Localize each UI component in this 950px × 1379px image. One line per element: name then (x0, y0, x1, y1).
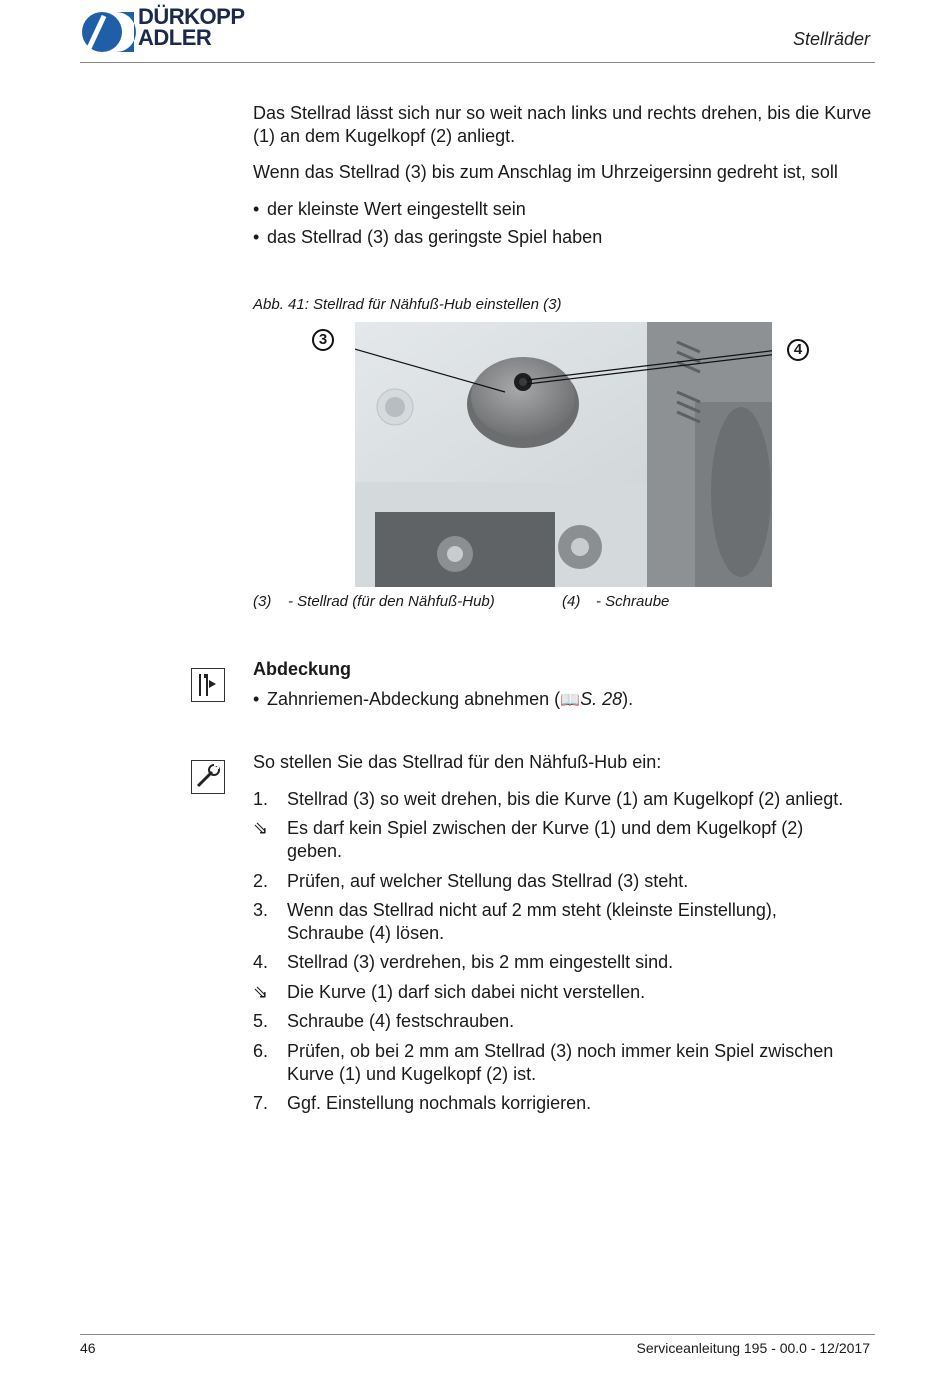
brand-line-2: ADLER (138, 25, 212, 50)
brand-line-1: DÜRKOPP (138, 4, 245, 29)
step-number: 7. (253, 1093, 269, 1113)
tool-cover-icon (191, 668, 225, 702)
wrench-icon (191, 760, 225, 794)
intro-bullet-text: das Stellrad (3) das geringste Spiel haben (267, 227, 603, 247)
header-rule (80, 62, 875, 63)
cover-bullet: • Zahnriemen-Abdeckung abnehmen (📖S. 28). (253, 689, 634, 709)
footer-rule (80, 1334, 875, 1335)
step-number: 6. (253, 1041, 269, 1061)
step-text: Prüfen, ob bei 2 mm am Stellrad (3) noch immer kein Spiel zwischen Kurve (1) und Kugelkopf (2) ist. (287, 1041, 834, 1084)
intro-paragraph-2: Wenn das Stellrad (3) bis zum Anschlag im Uhrzeigersinn gedreht ist, soll (253, 162, 838, 182)
step-text: Schraube (4) festschrauben. (287, 1011, 515, 1031)
cover-item-suffix: ). (622, 689, 634, 709)
intro-bullet-text: der kleinste Wert eingestellt sein (267, 199, 526, 219)
step-text: Prüfen, auf welcher Stellung das Stellrad (3) steht. (287, 871, 689, 891)
step-number: 1. (253, 789, 269, 809)
step-number: 3. (253, 900, 269, 920)
legend-3-text: - Stellrad (für den Nähfuß-Hub) (288, 593, 495, 610)
result-text: Es darf kein Spiel zwischen der Kurve (1) und dem Kugelkopf (2) geben. (287, 818, 804, 861)
result-text: Die Kurve (1) darf sich dabei nicht verstellen. (287, 982, 646, 1002)
step-text: Stellrad (3) so weit drehen, bis die Kurve (1) am Kugelkopf (2) anliegt. (287, 789, 844, 809)
machine-photo (355, 322, 772, 587)
step-number: 2. (253, 871, 269, 891)
legend-4-number: (4) (562, 593, 581, 610)
result-marker: ⇘ (253, 982, 269, 1002)
page-number: 46 (80, 1340, 96, 1356)
page-reference-link[interactable]: S. 28 (580, 689, 623, 709)
intro-bullet: • das Stellrad (3) das geringste Spiel haben (253, 227, 603, 247)
section-title: Stellräder (792, 29, 870, 49)
intro-paragraph-1: Das Stellrad lässt sich nur so weit nach links und rechts drehen, bis die Kurve (1) an dem Kugelkopf (2) anliegt. (253, 103, 872, 146)
cover-item-text: Zahnriemen-Abdeckung abnehmen ( (267, 689, 561, 709)
legend-3-number: (3) (253, 593, 272, 610)
step-number: 4. (253, 952, 269, 972)
step-number: 5. (253, 1011, 269, 1031)
step-text: Wenn das Stellrad nicht auf 2 mm steht (kleinste Einstellung), Schraube (4) lösen. (287, 900, 777, 943)
step-text: Ggf. Einstellung nochmals korrigieren. (287, 1093, 592, 1113)
callout-3: 3 (312, 329, 334, 351)
procedure-intro: So stellen Sie das Stellrad für den Nähfuß-Hub ein: (253, 752, 662, 772)
brand-logo-mark (80, 10, 136, 54)
legend-4-text: - Schraube (596, 593, 670, 610)
step-text: Stellrad (3) verdrehen, bis 2 mm eingestellt sind. (287, 952, 674, 972)
cover-heading: Abdeckung (253, 659, 352, 679)
book-icon: 📖 (560, 692, 581, 709)
figure-caption: Abb. 41: Stellrad für Nähfuß-Hub einstellen (3) (253, 296, 562, 313)
brand-wordmark (138, 6, 245, 48)
callout-4: 4 (787, 339, 809, 361)
intro-bullet: • der kleinste Wert eingestellt sein (253, 199, 526, 219)
result-marker: ⇘ (253, 818, 269, 838)
document-reference: Serviceanleitung 195 - 00.0 - 12/2017 (636, 1340, 870, 1356)
